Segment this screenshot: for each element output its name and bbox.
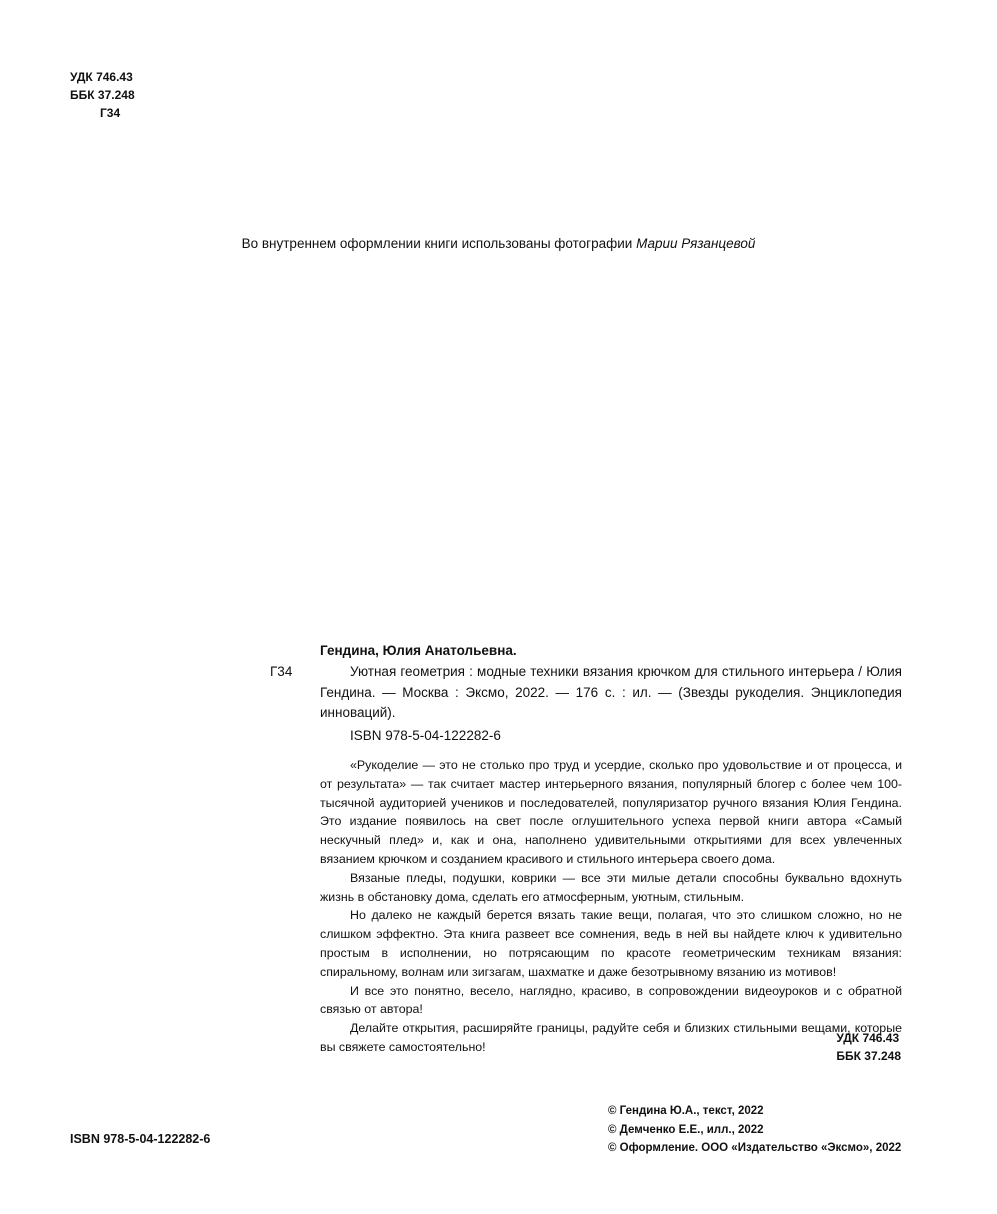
bottom-classification-codes bbox=[836, 1029, 901, 1065]
annotation-paragraph: И все это понятно, весело, наглядно, красиво, в сопровождении видеоуроков и с обратной связью от автора! bbox=[320, 983, 902, 1017]
book-description: Уютная геометрия : модные техники вязания крючком для стильного интерьера / Юлия Гендина. — Москва : Эксмо, 2022. — 176 с. : ил. — (Звезды рукоделия. Энциклопедия инноваций). bbox=[320, 664, 902, 720]
bbk-code: ББК 37.248 bbox=[836, 1049, 901, 1063]
copyright-line: © Демченко Е.Е., илл., 2022 bbox=[608, 1123, 764, 1136]
copyright-line: © Оформление. ООО «Издательство «Эксмо», 2022 bbox=[608, 1142, 902, 1154]
photo-credit-prefix: Во внутреннем оформлении книги использованы фотографии bbox=[241, 236, 637, 251]
record-isbn: ISBN 978-5-04-122282-6 bbox=[350, 728, 501, 743]
udk-code: УДК 746.43 bbox=[70, 70, 133, 84]
annotation-paragraph: «Рукоделие — это не столько про труд и усердие, сколько про удовольствие и от процесса, и от результата» — так считает мастер интерьерного вязания, популярный блогер с более чем 100-тысячной аудиторией учеников и последователей, популяризатор ручного вязания Юлия Гендина. Это издание появилось на свет после оглушительного успеха первой книги автора «Самый нескучный плед» и, как и она, наполнено удивительными открытиями для всех увлеченных вязанием крючком и созданием красивого и стильного интерьера своего дома. bbox=[320, 758, 902, 866]
annotation-paragraph: Делайте открытия, расширяйте границы, радуйте себя и близких стильными вещами, которые вы свяжете самостоятельно! bbox=[320, 1021, 902, 1054]
author-heading: Гендина, Юлия Анатольевна. bbox=[320, 643, 517, 658]
record-author-mark: Г34 bbox=[270, 664, 293, 679]
annotation bbox=[320, 756, 902, 1057]
photo-credit bbox=[0, 236, 997, 251]
top-classification-codes bbox=[70, 68, 135, 122]
isbn-footer: ISBN 978-5-04-122282-6 bbox=[70, 1132, 211, 1146]
annotation-paragraph: Но далеко не каждый берется вязать такие вещи, полагая, что это слишком сложно, но не слишком эффектно. Эта книга развеет все сомнения, ведь в ней вы найдете ключ к удивительно простым в исполнении, но потрясающим по красоте геометрическим техникам вязания: спиральному, волнам или зигзагам, шахматке и даже безотрывному вязанию из мотивов! bbox=[320, 908, 902, 979]
photographer-name: Марии Рязанцевой bbox=[636, 236, 756, 251]
copyright-line: © Гендина Ю.А., текст, 2022 bbox=[608, 1105, 764, 1117]
copyright-block bbox=[608, 1102, 901, 1158]
bbk-code: ББК 37.248 bbox=[70, 88, 135, 102]
udk-code: УДК 746.43 bbox=[836, 1031, 900, 1045]
annotation-paragraph: Вязаные пледы, подушки, коврики — все эти милые детали способны буквально вдохнуть жизнь в обстановку дома, сделать его атмосферным, уютным, стильным. bbox=[320, 870, 902, 904]
bibliographic-description bbox=[320, 662, 902, 724]
author-mark: Г34 bbox=[100, 106, 121, 120]
